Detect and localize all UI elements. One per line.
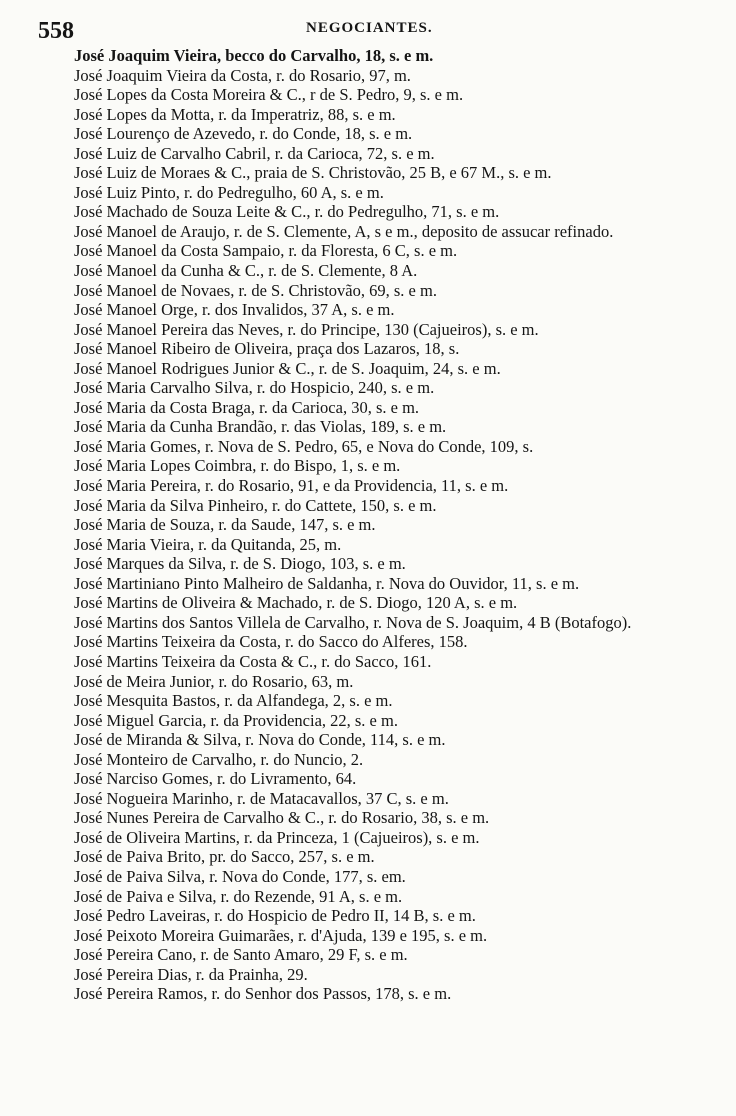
list-item: José Pereira Ramos, r. do Senhor dos Passos, 178, s. e m. [74,984,452,1004]
list-item: José Nunes Pereira de Carvalho & C., r. do Rosario, 38, s. e m. [74,808,490,828]
list-item: José Maria da Costa Braga, r. da Carioca, 30, s. e m. [74,397,420,417]
list-item: José Pedro Laveiras, r. do Hospicio de Pedro II, 14 B, s. e m. [74,906,476,926]
list-item: José Maria da Cunha Brandão, r. das Violas, 189, s. e m. [74,417,447,437]
list-item: José Maria Carvalho Silva, r. do Hospicio, 240, s. e m. [74,378,435,398]
page-header [38,18,678,46]
list-item: José Monteiro de Carvalho, r. do Nuncio, 2. [74,749,364,769]
list-item: José Peixoto Moreira Guimarães, r. d'Ajuda, 139 e 195, s. e m. [74,925,488,945]
list-item: José Marques da Silva, r. de S. Diogo, 103, s. e m. [74,554,406,574]
list-item: José Mesquita Bastos, r. da Alfandega, 2, s. e m. [74,691,393,711]
list-item: José Narciso Gomes, r. do Livramento, 64. [74,769,357,789]
list-item: José Miguel Garcia, r. da Providencia, 22, s. e m. [74,710,398,730]
entry-list [74,46,724,1004]
list-item: José de Paiva Brito, pr. do Sacco, 257, s. e m. [74,847,375,867]
list-item: José Martins Teixeira da Costa, r. do Sacco do Alferes, 158. [74,632,468,652]
list-item: José de Paiva e Silva, r. do Rezende, 91 A, s. e m. [74,886,403,906]
list-item: José Manoel Ribeiro de Oliveira, praça dos Lazaros, 18, s. [74,339,460,359]
list-item: José Pereira Dias, r. da Prainha, 29. [74,964,308,984]
list-item: José Manoel de Novaes, r. de S. Christovão, 69, s. e m. [74,280,437,300]
list-item: José Manoel Pereira das Neves, r. do Principe, 130 (Cajueiros), s. e m. [74,319,539,339]
list-item: José Nogueira Marinho, r. de Matacavallos, 37 C, s. e m. [74,788,449,808]
list-item: José Luiz Pinto, r. do Pedregulho, 60 A, s. e m. [74,182,384,202]
list-item: José Manoel da Cunha & C., r. de S. Clemente, 8 A. [74,261,418,281]
list-item: José Martins dos Santos Villela de Carvalho, r. Nova de S. Joaquim, 4 B (Botafogo). [74,612,632,632]
list-item: José Martiniano Pinto Malheiro de Saldanha, r. Nova do Ouvidor, 11, s. e m. [74,573,580,593]
running-title: NEGOCIANTES. [306,20,433,36]
list-item: José Luiz de Moraes & C., praia de S. Christovão, 25 B, e 67 M., s. e m. [74,163,552,183]
list-item: José Joaquim Vieira, becco do Carvalho, 18, s. e m. [74,46,434,65]
list-item: José Martins de Oliveira & Machado, r. de S. Diogo, 120 A, s. e m. [74,593,518,613]
list-item: José Lourenço de Azevedo, r. do Conde, 18, s. e m. [74,124,413,144]
list-item: José Lopes da Motta, r. da Imperatriz, 88, s. e m. [74,104,396,124]
list-item: José Joaquim Vieira da Costa, r. do Rosario, 97, m. [74,65,411,85]
list-item: José Pereira Cano, r. de Santo Amaro, 29 F, s. e m. [74,945,408,965]
list-item: José Manoel Orge, r. dos Invalidos, 37 A, s. e m. [74,300,395,320]
list-item: José Maria Pereira, r. do Rosario, 91, e da Providencia, 11, s. e m. [74,476,509,496]
list-item: José de Meira Junior, r. do Rosario, 63, m. [74,671,354,691]
list-item: José de Oliveira Martins, r. da Princeza, 1 (Cajueiros), s. e m. [74,827,480,847]
list-item: José Maria de Souza, r. da Saude, 147, s. e m. [74,515,376,535]
list-item: José Machado de Souza Leite & C., r. do Pedregulho, 71, s. e m. [74,202,500,222]
list-item: José Maria da Silva Pinheiro, r. do Cattete, 150, s. e m. [74,495,437,515]
list-item: José Lopes da Costa Moreira & C., r de S. Pedro, 9, s. e m. [74,85,464,105]
page-number: 558 [38,18,74,44]
list-item: José de Paiva Silva, r. Nova do Conde, 177, s. em. [74,866,406,886]
list-item: José Manoel de Araujo, r. de S. Clemente, A, s e m., deposito de assucar refinado. [74,221,614,241]
list-item: José Maria Lopes Coimbra, r. do Bispo, 1, s. e m. [74,456,401,476]
list-item: José Luiz de Carvalho Cabril, r. da Carioca, 72, s. e m. [74,143,435,163]
list-item: José Manoel Rodrigues Junior & C., r. de S. Joaquim, 24, s. e m. [74,358,501,378]
list-item: José Maria Gomes, r. Nova de S. Pedro, 65, e Nova do Conde, 109, s. [74,436,534,456]
list-item: José Martins Teixeira da Costa & C., r. do Sacco, 161. [74,651,432,671]
list-item: José Manoel da Costa Sampaio, r. da Floresta, 6 C, s. e m. [74,241,458,261]
list-item: José Maria Vieira, r. da Quitanda, 25, m. [74,534,342,554]
list-item: José de Miranda & Silva, r. Nova do Conde, 114, s. e m. [74,730,446,750]
